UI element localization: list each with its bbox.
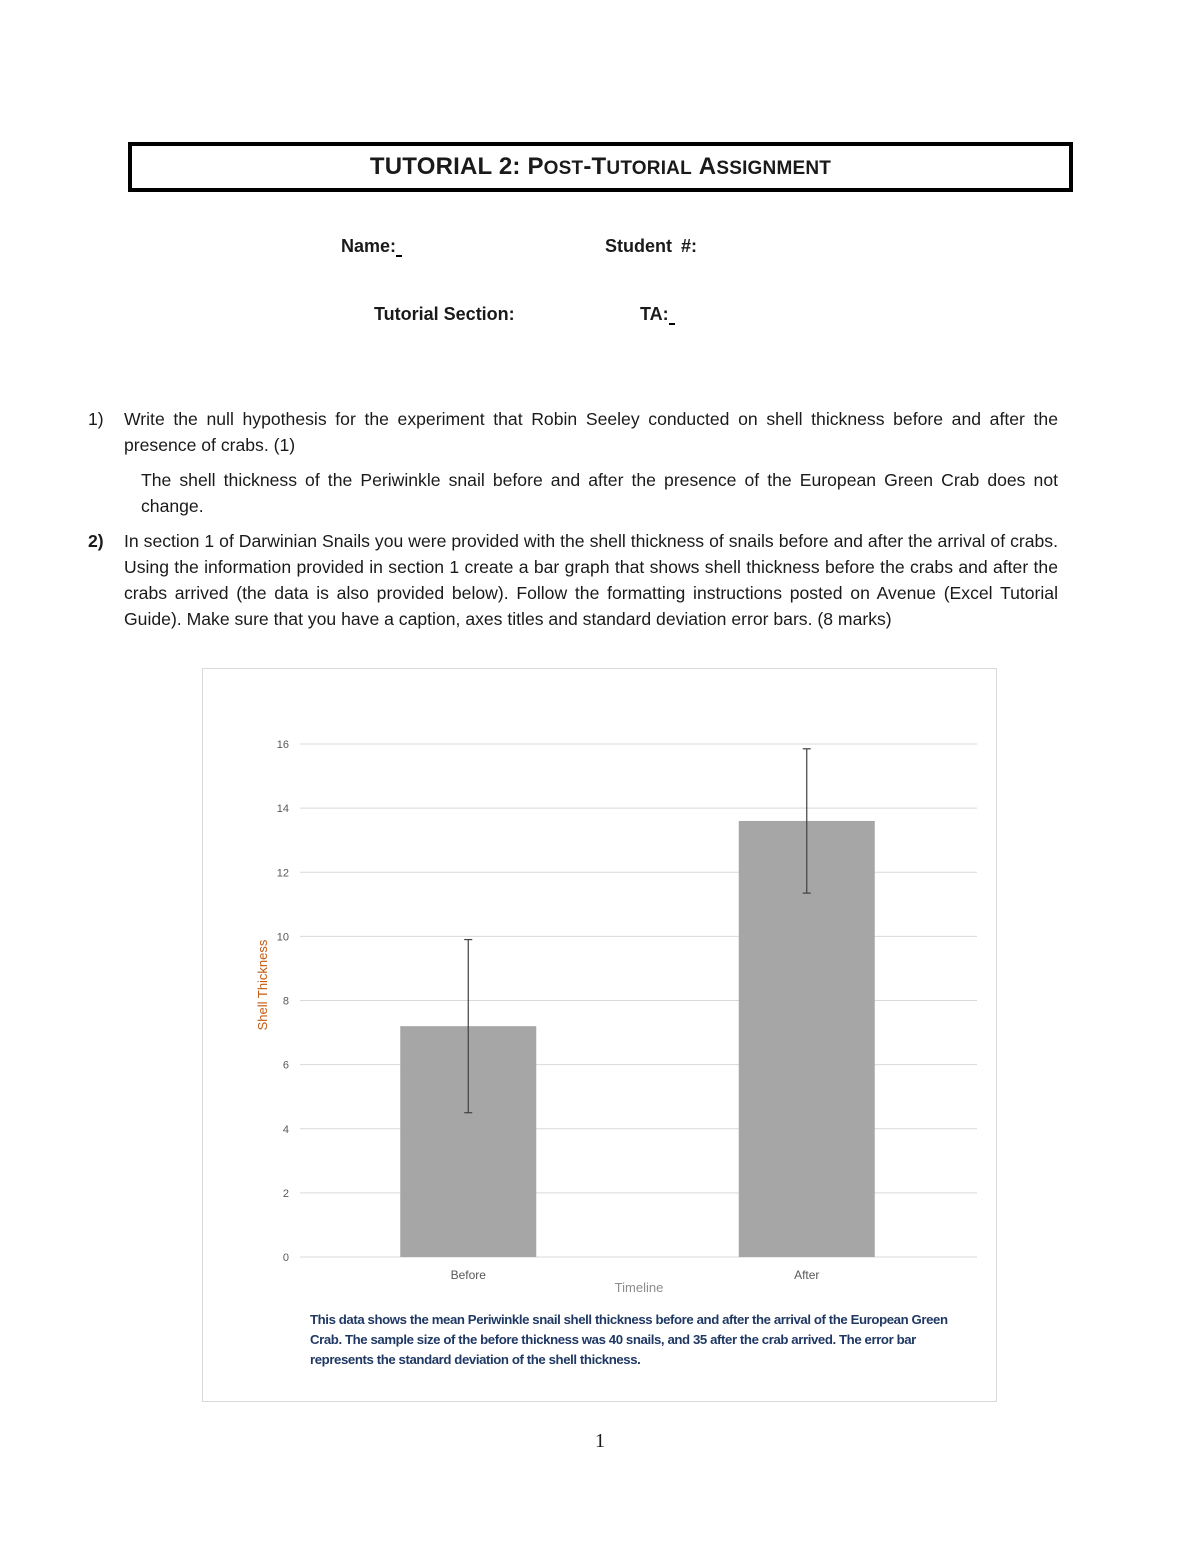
name-blank[interactable] xyxy=(396,239,402,257)
page-title xyxy=(370,153,831,181)
question-1 xyxy=(88,406,1058,458)
y-tick-label: 8 xyxy=(282,995,289,1008)
ta-label: TA: xyxy=(640,304,669,324)
x-axis-title: Timeline xyxy=(614,1280,664,1295)
page-number: 1 xyxy=(595,1430,605,1452)
name-label: Name: xyxy=(341,236,397,256)
y-tick-label: 6 xyxy=(282,1059,289,1072)
tutorial-section-field[interactable] xyxy=(374,304,515,325)
title-dash: - xyxy=(583,153,592,180)
ta-field[interactable] xyxy=(640,304,675,325)
question-2 xyxy=(88,528,1058,632)
question-1-answer: The shell thickness of the Periwinkle snail before and after the presence of the European Green Crab does not change. xyxy=(141,470,1058,516)
chart-frame xyxy=(202,668,997,1402)
tutorial-section-label: Tutorial Section: xyxy=(374,304,515,324)
chart-caption: This data shows the mean Periwinkle snail shell thickness before and after the arrival of the European Green Crab. The sample size of the before thickness was 40 snails, and 35 after the crab arrived. The error bar represents the standard deviation of the shell thickness. xyxy=(310,1312,948,1367)
title-tutorial-rest: UTORIAL xyxy=(606,158,692,179)
title-assignment-initial: A xyxy=(698,153,717,180)
ta-blank[interactable] xyxy=(669,307,675,325)
y-tick-label: 4 xyxy=(282,1123,289,1136)
y-tick-label: 16 xyxy=(276,739,289,751)
question-1-text: Write the null hypothesis for the experiment that Robin Seeley conducted on shell thickness before and after the presence of crabs. (1) xyxy=(124,409,1058,455)
title-post-initial: P xyxy=(527,153,544,180)
y-tick-label: 2 xyxy=(282,1187,289,1200)
y-tick-label: 0 xyxy=(282,1252,289,1264)
title-post-rest: OST xyxy=(543,158,584,179)
y-tick-label: 12 xyxy=(276,867,289,880)
y-axis-title: Shell Thickness xyxy=(255,939,270,1031)
x-tick-label: After xyxy=(794,1268,820,1282)
question-2-text: In section 1 of Darwinian Snails you were provided with the shell thickness of snails before and after the arrival of crabs. Using the information provided in section 1 create a bar graph that shows shell thickness before the crabs and after the crabs arrived (the data is also provided below). Follow the formatting instructions posted on Avenue (Excel Tutorial Guide). Make sure that you have a caption, axes titles and standard deviation error bars. (8 marks) xyxy=(124,531,1058,629)
y-tick-label: 14 xyxy=(276,803,289,816)
title-prefix: TUTORIAL 2: xyxy=(369,153,528,180)
x-tick-label: Before xyxy=(450,1268,486,1282)
student-number-label: Student #: xyxy=(605,236,697,256)
title-tutorial-initial: T xyxy=(591,153,607,180)
y-tick-label: 10 xyxy=(276,931,289,944)
title-box xyxy=(128,142,1073,192)
student-number-field[interactable] xyxy=(605,236,697,257)
title-assignment-rest: SSIGNMENT xyxy=(716,158,832,179)
name-field[interactable] xyxy=(341,236,402,257)
question-2-number: 2) xyxy=(88,531,104,551)
question-1-number: 1) xyxy=(88,409,104,429)
